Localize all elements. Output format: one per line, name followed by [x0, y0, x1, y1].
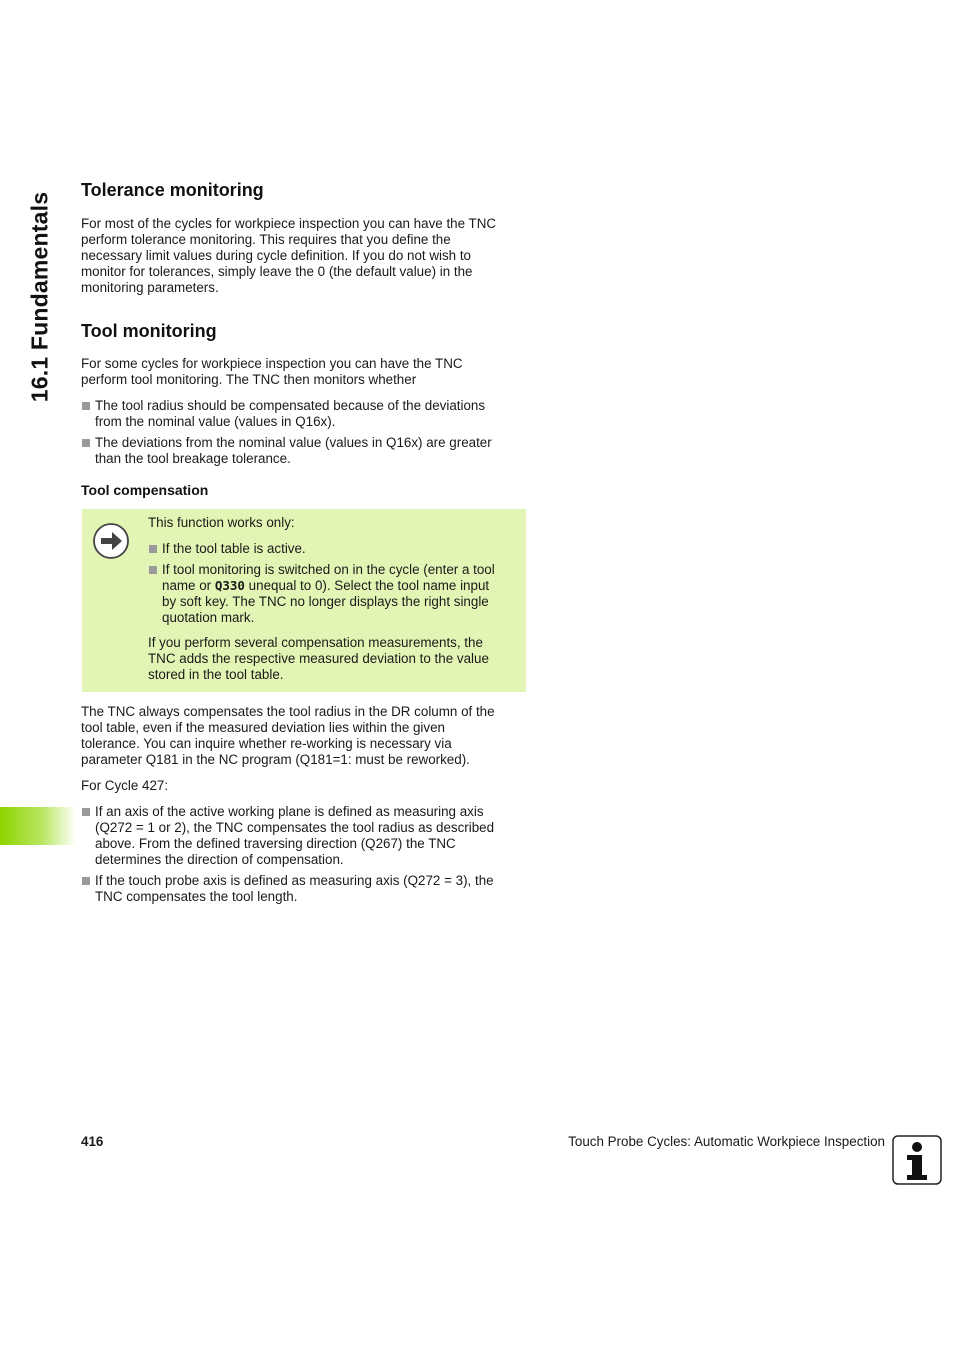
- heading-tool-compensation: Tool compensation: [81, 482, 209, 498]
- parameter-code: Q330: [214, 578, 245, 593]
- chapter-side-title: [24, 182, 56, 412]
- arrow-right-icon: [92, 522, 130, 560]
- tool-monitoring-intro: For some cycles for workpiece inspection you can have the TNC perform tool monitoring. The TNC then monitors whether: [81, 356, 463, 387]
- list-item-text: If the tool table is active.: [162, 541, 306, 556]
- list-item-text: If an axis of the active working plane is defined as measuring axis (Q272 = 1 or 2), the TNC compensates the tool radius as described above. From the defined traversing direction (Q267) the TNC determines the direction of compensation.: [95, 804, 495, 867]
- chapter-tab-marker: [0, 807, 76, 845]
- chapter-side-title-text: 16.1 Fundamentals: [26, 191, 53, 403]
- note-box: [82, 509, 526, 692]
- tolerance-paragraph: For most of the cycles for workpiece inspection you can have the TNC perform tolerance monitoring. This requires that you define the necessary limit values during cycle definition. If you do not wish to monitor for tolerances, simply leave the 0 (the default value) in the monitoring parameters.: [81, 216, 497, 295]
- info-icon: [892, 1135, 942, 1185]
- list-item-text: The deviations from the nominal value (values in Q16x) are greater than the tool breakage tolerance.: [95, 435, 492, 466]
- cycle-label: For Cycle 427:: [81, 778, 169, 793]
- bullet-square-icon: [82, 439, 90, 447]
- note-bullet2-part-b: unequal to 0). Select the tool name input by soft key. The TNC no longer displays the right single quotation mark.: [162, 578, 490, 625]
- note-intro: This function works only:: [148, 515, 295, 530]
- compensation-paragraph: The TNC always compensates the tool radius in the DR column of the tool table, even if the measured deviation lies within the given tolerance. You can inquire whether re-working is necessary via parameter Q181 in the NC program (Q181=1: must be reworked).: [81, 704, 495, 767]
- bullet-square-icon: [149, 545, 157, 553]
- list-item-text: [162, 562, 522, 626]
- heading-tool-monitoring: Tool monitoring: [81, 321, 217, 341]
- note-closing: If you perform several compensation measurements, the TNC adds the respective measured deviation to the value stored in the tool table.: [148, 635, 489, 682]
- list-item-text: The tool radius should be compensated because of the deviations from the nominal value (values in Q16x).: [95, 398, 486, 429]
- heading-tolerance-monitoring: Tolerance monitoring: [81, 180, 264, 200]
- bullet-square-icon: [149, 566, 157, 574]
- bullet-square-icon: [82, 402, 90, 410]
- footer-chapter-title: Touch Probe Cycles: Automatic Workpiece Inspection: [568, 1134, 885, 1149]
- note-bullet2-part-a: If tool monitoring is switched on in the cycle (enter a tool name or: [162, 562, 495, 593]
- bullet-square-icon: [82, 877, 90, 885]
- list-item-text: If the touch probe axis is defined as measuring axis (Q272 = 3), the TNC compensates the tool length.: [95, 873, 494, 904]
- bullet-square-icon: [82, 808, 90, 816]
- page-number: 416: [81, 1134, 104, 1149]
